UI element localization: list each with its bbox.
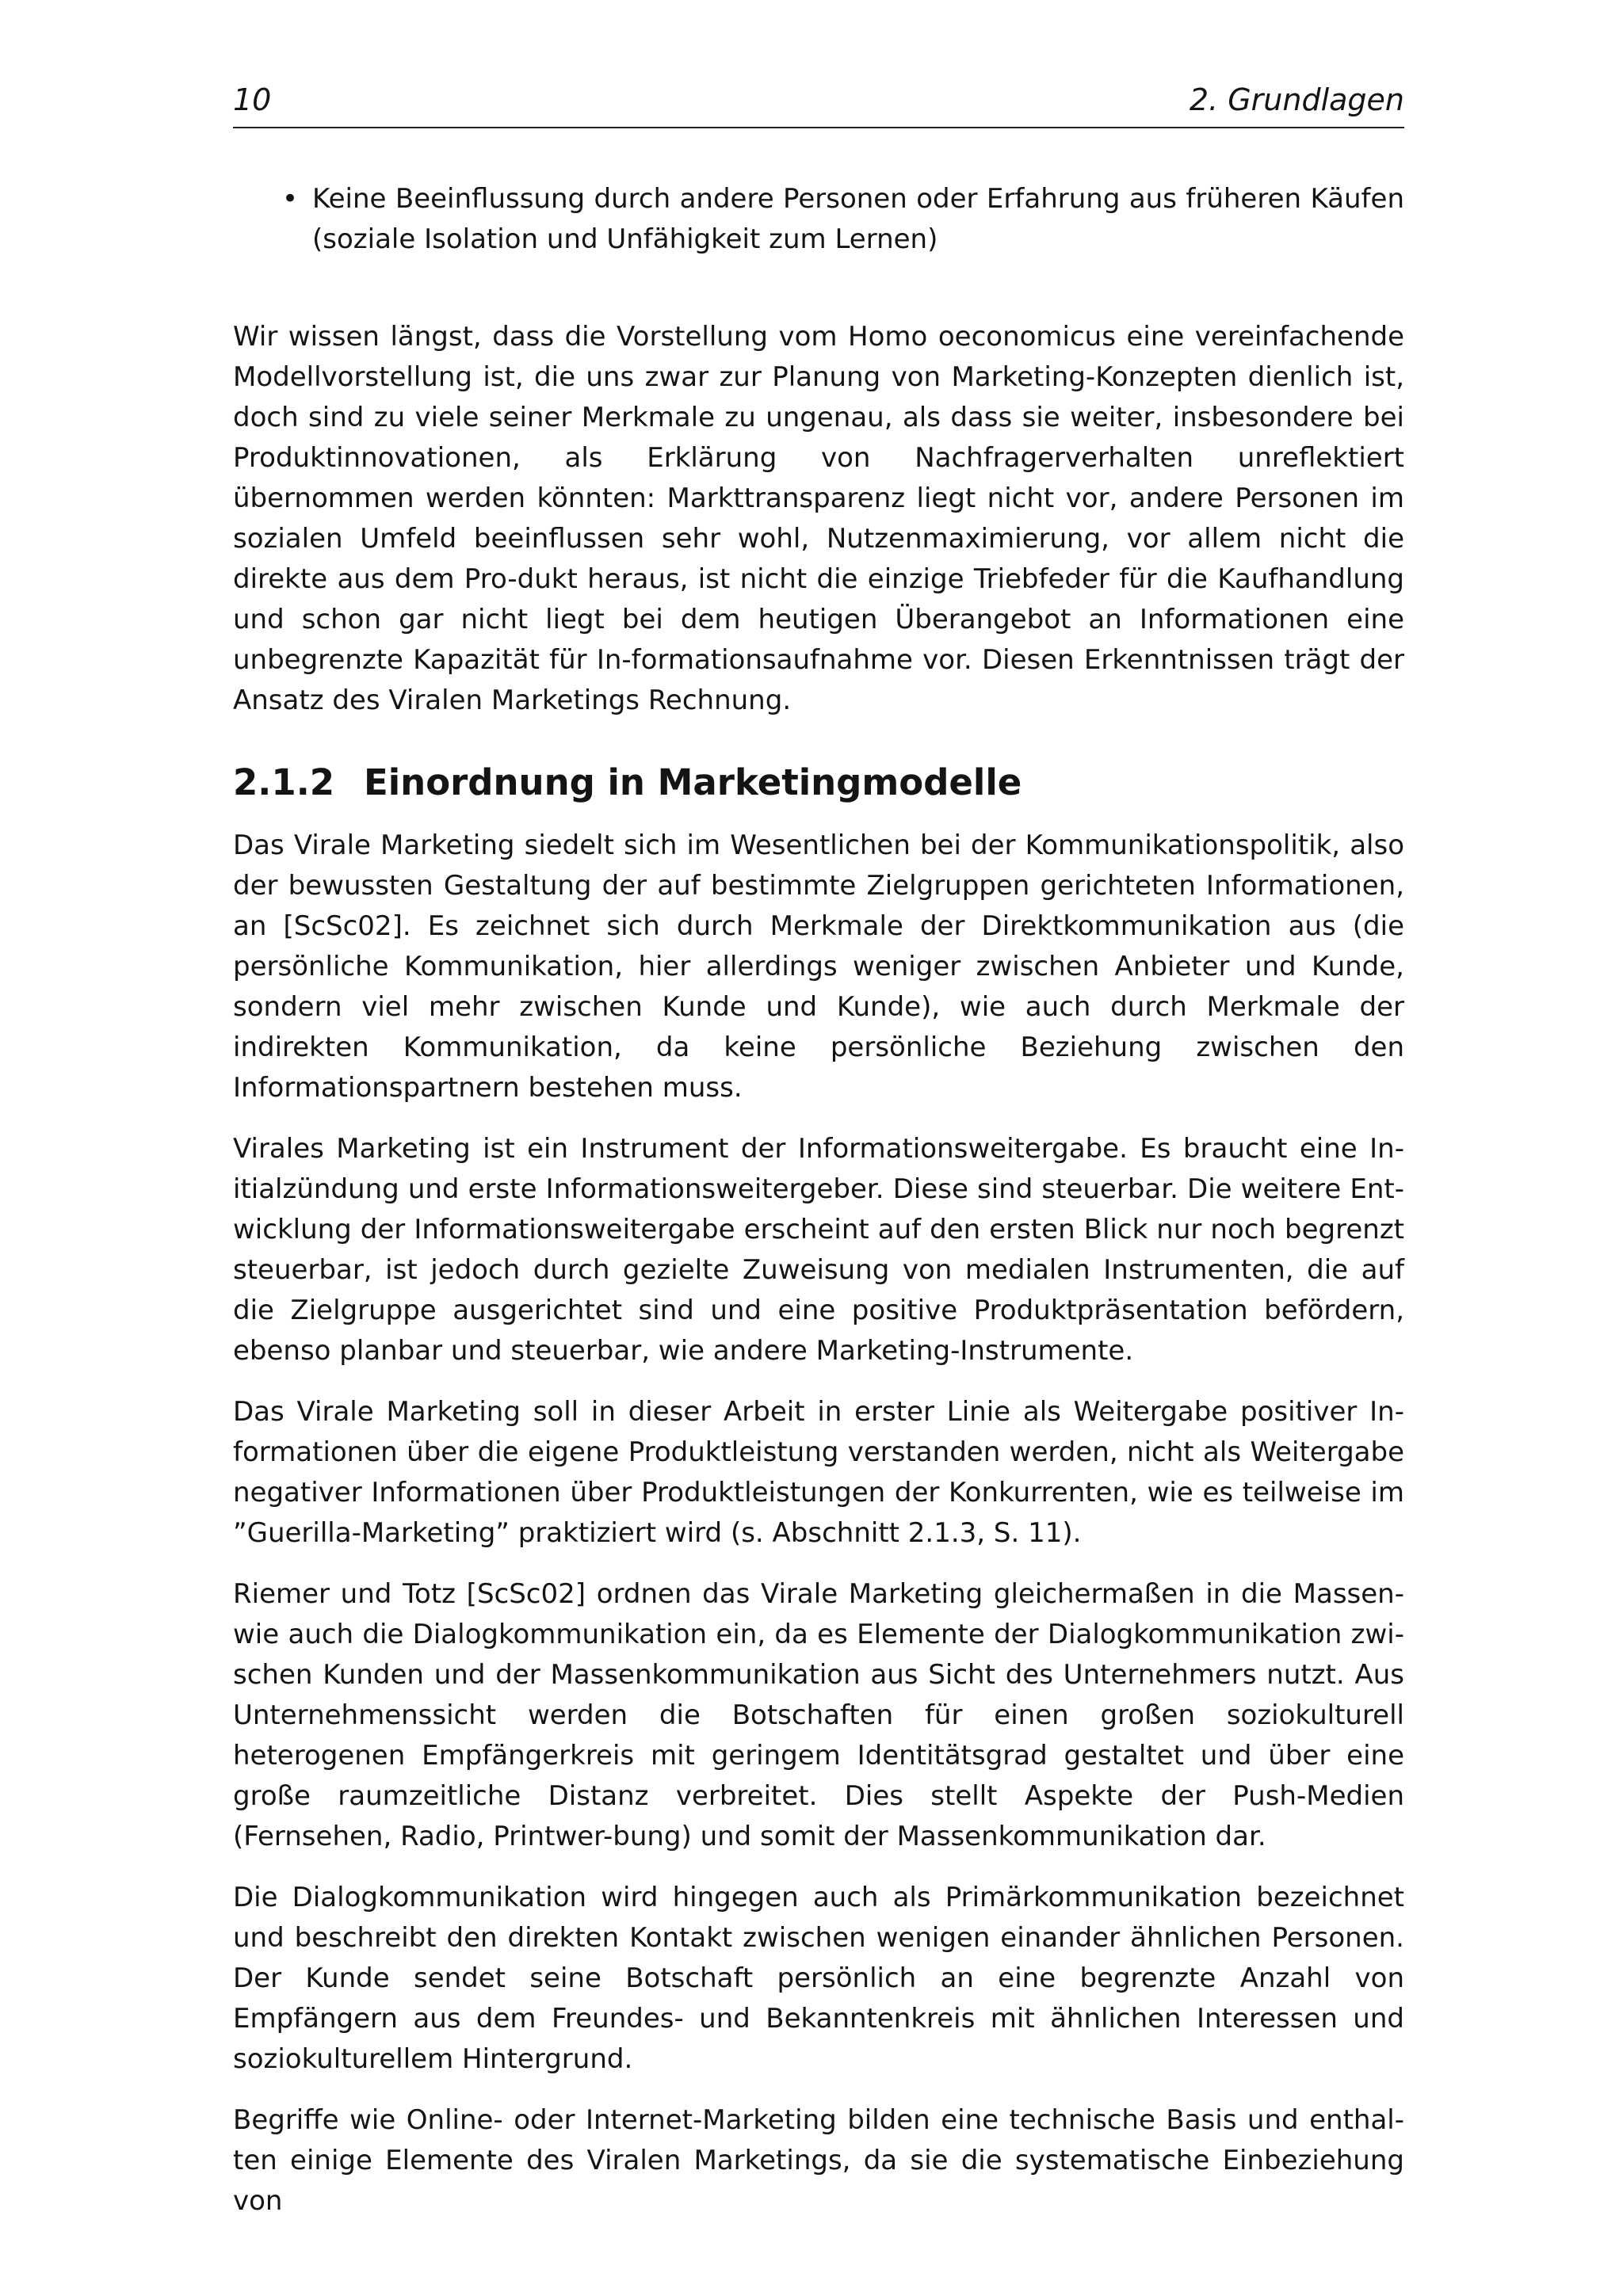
body-paragraph: Das Virale Marketing siedelt sich im Wesentlichen bei der Kommunikationspolitik, also der bewussten Gestaltung der auf bestimmte Zielgruppen gerichteten Informationen, an [ScSc02]. Es zeichnet sich durch Merkmale der Direktkommunikation aus (die persönliche Kommunikation, hier allerdings weniger zwischen Anbieter und Kunde, sondern viel mehr zwischen Kunde und Kunde), wie auch durch Merkmale der indirekten Kommunikation, da keine persönliche Beziehung zwischen den Informationspartnern bestehen muss. <box>233 830 1404 1104</box>
section-number: 2.1.2 <box>233 761 335 803</box>
list-item <box>233 179 1404 260</box>
body-paragraph: Die Dialogkommunikation wird hingegen auch als Primärkommunikation bezeichnet und beschreibt den direkten Kontakt zwischen wenigen einander ähnlichen Personen. Der Kunde sendet seine Botschaft persönlich an eine begrenzte Anzahl von Empfängern aus dem Freundes- und Bekanntenkreis mit ähnlichen Interessen und soziokulturellem Hintergrund. <box>233 1882 1404 2075</box>
bullet-icon: • <box>282 183 299 215</box>
section-heading <box>233 759 1404 807</box>
body-paragraph: Virales Marketing ist ein Instrument der Informationsweitergabe. Es braucht eine In-itialzündung und erste Informationsweitergeber. Diese sind steuerbar. Die weitere Ent-wicklung der Informationsweitergabe erscheint auf den ersten Blick nur noch begrenzt steuerbar, ist jedoch durch gezielte Zuweisung von medialen Instrumenten, die auf die Zielgruppe ausgerichtet sind und eine positive Produktpräsentation befördern, ebenso planbar und steuerbar, wie andere Marketing-Instrumente. <box>233 1133 1404 1367</box>
body-paragraph: Das Virale Marketing soll in dieser Arbeit in erster Linie als Weitergabe positiver In-formationen über die eigene Produktleistung verstanden werden, nicht als Weitergabe negativer Informationen über Produktleistungen der Konkurrenten, wie es teilweise im ”Guerilla-Marketing” praktiziert wird (s. Abschnitt 2.1.3, S. 11). <box>233 1396 1404 1549</box>
running-header <box>233 82 1404 128</box>
body-paragraph: Begriffe wie Online- oder Internet-Marketing bilden eine technische Basis und enthal-ten einige Elemente des Viralen Marketings, da sie die systematische Einbeziehung von <box>233 2104 1404 2217</box>
chapter-title: 2. Grundlagen <box>1189 82 1404 117</box>
page-content <box>233 179 1404 2242</box>
intro-paragraph: Wir wissen längst, dass die Vorstellung vom Homo oeconomicus eine vereinfachende Modellvorstellung ist, die uns zwar zur Planung von Marketing-Konzepten dienlich ist, doch sind zu viele seiner Merkmale zu ungenau, als dass sie weiter, insbesondere bei Produktinnovationen, als Erklärung von Nachfragerverhalten unreflektiert übernommen werden könnten: Markttransparenz liegt nicht vor, andere Personen im sozialen Umfeld beeinflussen sehr wohl, Nutzenmaximierung, vor allem nicht die direkte aus dem Pro-dukt heraus, ist nicht die einzige Triebfeder für die Kaufhandlung und schon gar nicht liegt bei dem heutigen Überangebot an Informationen eine unbegrenzte Kapazität für In-formationsaufnahme vor. Diesen Erkenntnissen trägt der Ansatz des Viralen Marketings Rechnung. <box>233 321 1404 716</box>
list-item-text: Keine Beeinflussung durch andere Personen oder Erfahrung aus früheren Käufen (soziale Isolation und Unfähigkeit zum Lernen) <box>312 183 1404 255</box>
body-paragraph: Riemer und Totz [ScSc02] ordnen das Virale Marketing gleichermaßen in die Massen-wie auch die Dialogkommunikation ein, da es Elemente der Dialogkommunikation zwi-schen Kunden und der Massenkommunikation aus Sicht des Unternehmers nutzt. Aus Unternehmenssicht werden die Botschaften für einen großen soziokulturell heterogenen Empfängerkreis mit geringem Identitätsgrad gestaltet und über eine große raumzeitliche Distanz verbreitet. Dies stellt Aspekte der Push-Medien (Fernsehen, Radio, Printwer-bung) und somit der Massenkommunikation dar. <box>233 1578 1404 1852</box>
page-number: 10 <box>233 82 272 117</box>
section-title: Einordnung in Marketingmodelle <box>364 761 1022 803</box>
bullet-list <box>233 179 1404 260</box>
